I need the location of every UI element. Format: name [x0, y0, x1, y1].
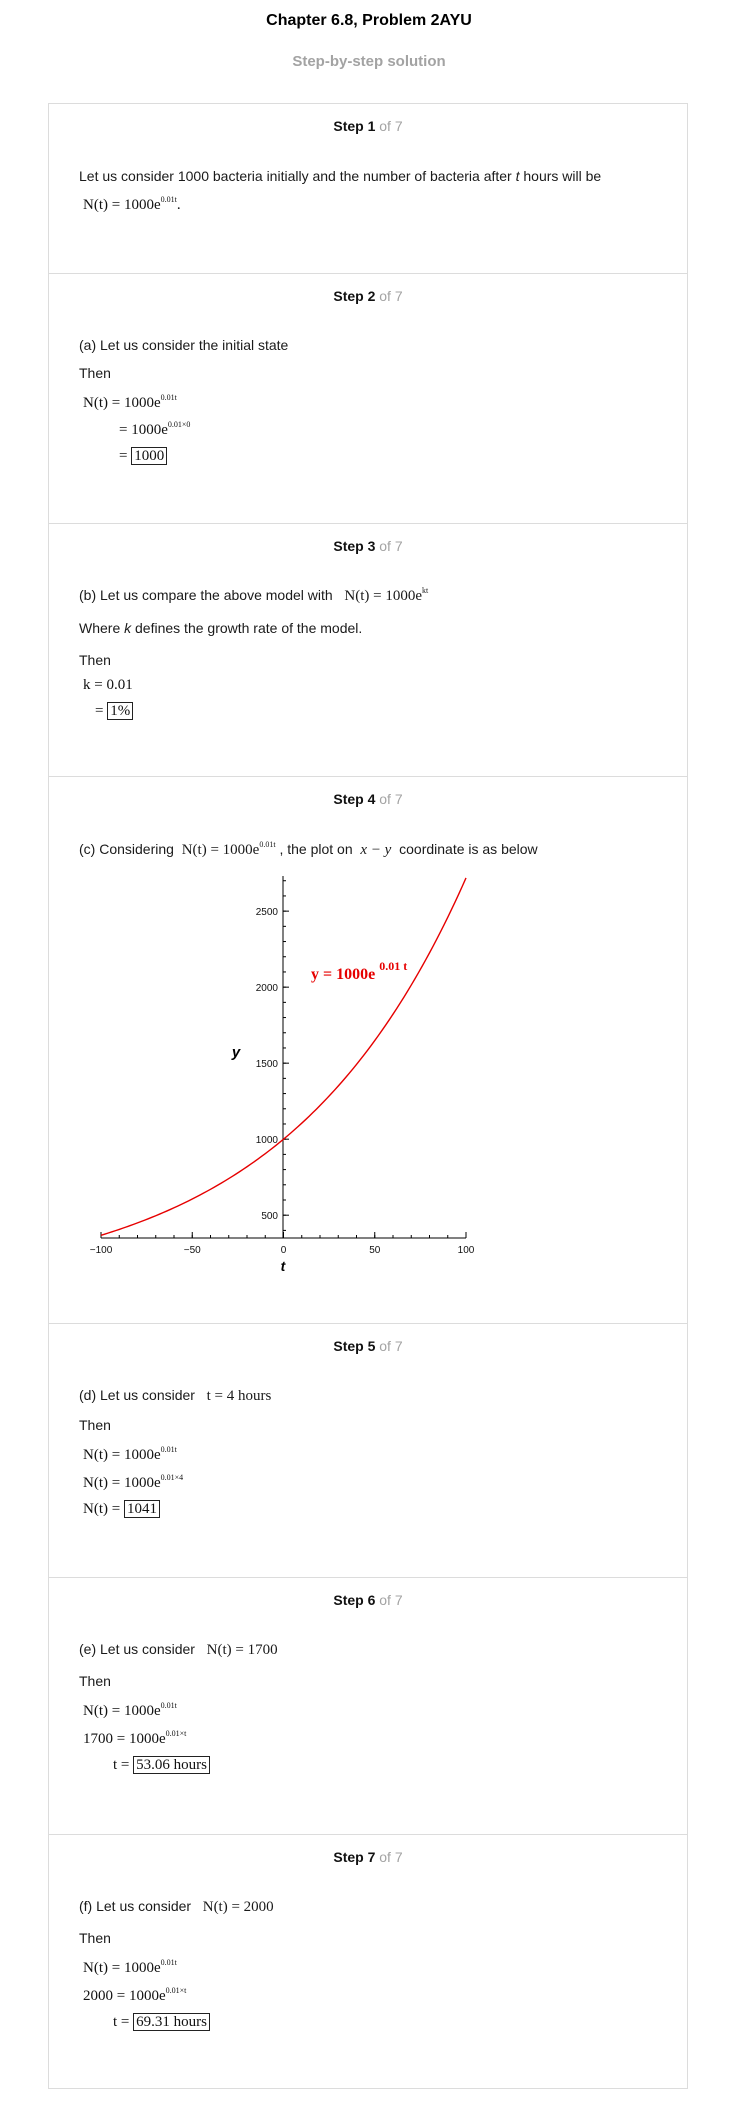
step-of-total: of 7: [379, 1592, 403, 1608]
chart-axes: [101, 876, 466, 1238]
curve-annotation: y = 1000e $^{0.01 t}$: [311, 959, 408, 983]
equation: = $1000e^{0.01\times 0}$: [119, 420, 191, 438]
then-label: Then: [79, 1673, 111, 1689]
equation: $N(t) = 1000e^{0.01t}$: [83, 1701, 177, 1719]
x-tick-label: 100: [457, 1245, 475, 1256]
answer-box: 1%: [107, 702, 133, 720]
y-tick-label: 1500: [255, 1059, 278, 1071]
equation: $N(t) = 1000e^{0.01\times 4}$: [83, 1473, 184, 1491]
y-tick-label: 500: [261, 1211, 278, 1223]
x-tick-label: 50: [369, 1245, 381, 1256]
step-of-total: of 7: [379, 538, 403, 554]
equation: k = 0.01: [83, 677, 133, 693]
equation: $2000 = 1000e^{0.01\times t}$: [83, 1986, 187, 2004]
y-axis-label: y: [231, 1044, 241, 1061]
step-heading: [49, 1338, 687, 1354]
step-card-7: [48, 1834, 688, 2089]
where-text: Where k defines the growth rate of the model.: [79, 620, 363, 636]
equation: = 1000: [119, 448, 167, 465]
step-text: (d) Let us consider t = 4 hours: [79, 1387, 272, 1404]
step-heading: [49, 1592, 687, 1608]
equation: = 1%: [95, 703, 133, 720]
step-text: (a) Let us consider the initial state: [79, 337, 289, 353]
then-label: Then: [79, 1930, 111, 1946]
then-label: Then: [79, 652, 111, 668]
equation: $1700 = 1000e^{0.01\times t}$: [83, 1729, 187, 1747]
equation: N(t) = 1041: [83, 1501, 160, 1518]
step-of-total: of 7: [379, 288, 403, 304]
equation: t = 53.06 hours: [113, 1757, 210, 1774]
page-title: Chapter 6.8, Problem 2AYU: [266, 12, 472, 29]
step-text: (f) Let us consider N(t) = 2000: [79, 1898, 274, 1915]
step-number: Step 5: [333, 1338, 376, 1354]
step-text: Let us consider 1000 bacteria initially and the number of bacteria after t hours will be: [79, 168, 602, 184]
x-tick-label: −50: [183, 1245, 201, 1256]
then-label: Then: [79, 1417, 111, 1433]
step-text: (e) Let us consider N(t) = 1700: [79, 1641, 278, 1658]
y-tick-label: 2000: [255, 983, 278, 995]
equation: $N(t) = 1000e^{0.01t}$: [83, 393, 177, 411]
answer-box: 1041: [124, 1500, 160, 1518]
y-tick-label: 2500: [255, 907, 278, 919]
answer-box: 53.06 hours: [133, 1756, 210, 1774]
step-number: Step 3: [333, 538, 376, 554]
step-number: Step 2: [333, 288, 376, 304]
answer-box: 69.31 hours: [133, 2013, 210, 2031]
page-subtitle: Step-by-step solution: [292, 53, 446, 70]
equation: t = 69.31 hours: [113, 2014, 210, 2031]
chart-ticks: [90, 881, 475, 1256]
x-axis-label: t: [280, 1258, 286, 1274]
step-number: Step 1: [333, 118, 376, 134]
equation: $N(t) = 1000e^{0.01t}$: [83, 1445, 177, 1463]
x-tick-label: −100: [89, 1245, 113, 1256]
equation: $N(t) = 1000e^{0.01t}$: [83, 1958, 177, 1976]
step-number: Step 4: [333, 791, 376, 807]
step-heading: [49, 1849, 687, 1865]
step-text: (c) Considering $N(t) = 1000e^{0.01t}$ , the plot on x − y coordinate is as below: [79, 840, 538, 858]
step-of-total: of 7: [379, 1338, 403, 1354]
then-label: Then: [79, 365, 111, 381]
step-of-total: of 7: [379, 791, 403, 807]
step-number: Step 7: [333, 1849, 376, 1865]
y-tick-label: 1000: [255, 1135, 278, 1147]
step-number: Step 6: [333, 1592, 376, 1608]
answer-box: 1000: [131, 447, 167, 465]
step-of-total: of 7: [379, 118, 403, 134]
step-card-5: [48, 1323, 688, 1577]
equation: $N(t) = 1000e^{0.01t}$.: [83, 195, 181, 213]
step-text: (b) Let us compare the above model with $N(t) = 1000e^{kt}$: [79, 586, 429, 604]
step-of-total: of 7: [379, 1849, 403, 1865]
x-tick-label: 0: [280, 1245, 287, 1256]
step-card-6: [48, 1577, 688, 1834]
